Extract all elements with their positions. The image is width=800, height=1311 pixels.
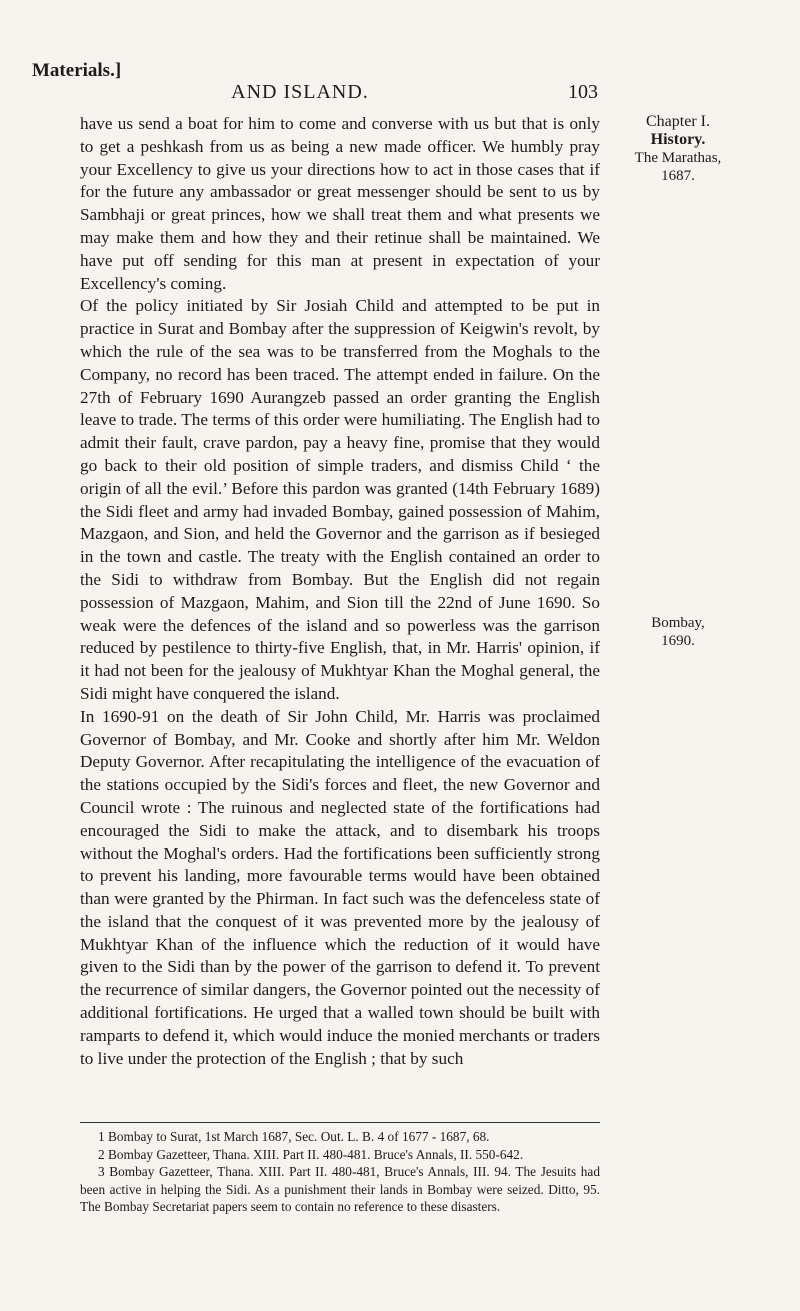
sidenote-chapter <box>626 113 730 185</box>
sidenote-history: History. <box>650 131 706 148</box>
page-number: 103 <box>568 81 598 103</box>
running-head-section: Materials.] <box>32 60 122 81</box>
footnote-1: 1 Bombay to Surat, 1st March 1687, Sec. Out. L. B. 4 of 1677 - 1687, 68. <box>98 1129 490 1144</box>
paragraph-1: have us send a boat for him to come and converse with us but that is only to get a peshkash from us as being a new made officer. We humbly pray your Excellency to give us your directions how to act in those cases that if for the future any ambassador or great messenger should be sent to us by Sambhaji or great princes, how we shall treat them and what presents we may make them and how they and their retinue shall be maintained. We have put off sending for this man at present in expectation of your Excellency's coming. <box>80 114 600 293</box>
footnote-divider <box>80 1122 600 1123</box>
paragraph-2: Of the policy initiated by Sir Josiah Child and attempted to be put in practice in Surat and Bombay after the suppression of Keigwin's revolt, by which the rule of the sea was to be transferred from the Moghals to the Company, no record has been traced. The attempt ended in failure. On the 27th of February 1690 Aurangzeb passed an order granting the English leave to trade. The terms of this order were humiliating. The English had to admit their fault, crave pardon, pay a heavy fine, promise that they would go back to their old position of simple traders, and dismiss Child ‘ the origin of all the evil.’ Before this pardon was granted (14th February 1689) the Sidi fleet and army had invaded Bombay, gained possession of Mahim, Mazgaon, and Sion, and held the Governor and the garrison as if besieged in the town and castle. The treaty with the English contained an order to the Sidi to withdraw from Bombay. But the English did not regain possession of Mazgaon, Mahim, and Sion till the 22nd of June 1690. So weak were the defences of the island and so powerless was the garrison reduced by pestilence to thirty-five English, that, in Mr. Harris' opinion, if it had not been for the jealousy of Mukhtyar Khan the Moghal general, the Sidi might have conquered the island. <box>80 296 600 703</box>
sidenote-marathas: The Marathas, <box>634 150 722 166</box>
sidenote-chapter-label: Chapter I. <box>646 113 710 130</box>
footnote-3: 3 Bombay Gazetteer, Thana. XIII. Part II. 480-481, Bruce's Annals, III. 94. The Jesuits had been active in helping the Sidi. As a punishment their lands in Bombay were seized. Ditto, 95. The Bombay Secretariat papers seem to contain no reference to these disasters. <box>80 1164 600 1215</box>
sidenote-bombay-year: 1690. <box>661 633 695 649</box>
paragraph-3: In 1690-91 on the death of Sir John Child, Mr. Harris was proclaimed Governor of Bombay, and Mr. Cooke and shortly after him Mr. Weldon Deputy Governor. After recapitulating the intelligence of the evacuation of the stations occupied by the Sidi's forces and fleet, the new Governor and Council wrote : The ruinous and neglected state of the fortifications had encouraged the Sidi to make the attack, and to disembark his troops without the Moghal's orders. Had the fortifications been sufficiently strong to prevent his landing, more favourable terms would have been obtained than were granted by the Phirman. In fact such was the defenceless state of the island that the conquest of it was prevented more by the jealousy of Mukhtyar Khan of the influence which the reduction of it would have given to the Sidi than by the power of the garrison to defend it. To prevent the recurrence of similar dangers, the Governor pointed out the necessity of additional fortifications. He urged that a walled town should be built with ramparts to defend it, which would induce the monied merchants or traders to live under the protection of the English ; that by such <box>80 706 600 1068</box>
sidenote-bombay-label: Bombay, <box>651 615 705 631</box>
footnotes <box>80 1128 600 1216</box>
footnote-2: 2 Bombay Gazetteer, Thana. XIII. Part II. 480-481. Bruce's Annals, II. 550-642. <box>98 1146 524 1162</box>
sidenote-marathas-year: 1687. <box>661 168 695 184</box>
running-head-title: AND ISLAND. <box>231 81 369 103</box>
sidenote-bombay <box>626 614 730 650</box>
main-text <box>80 113 600 1070</box>
